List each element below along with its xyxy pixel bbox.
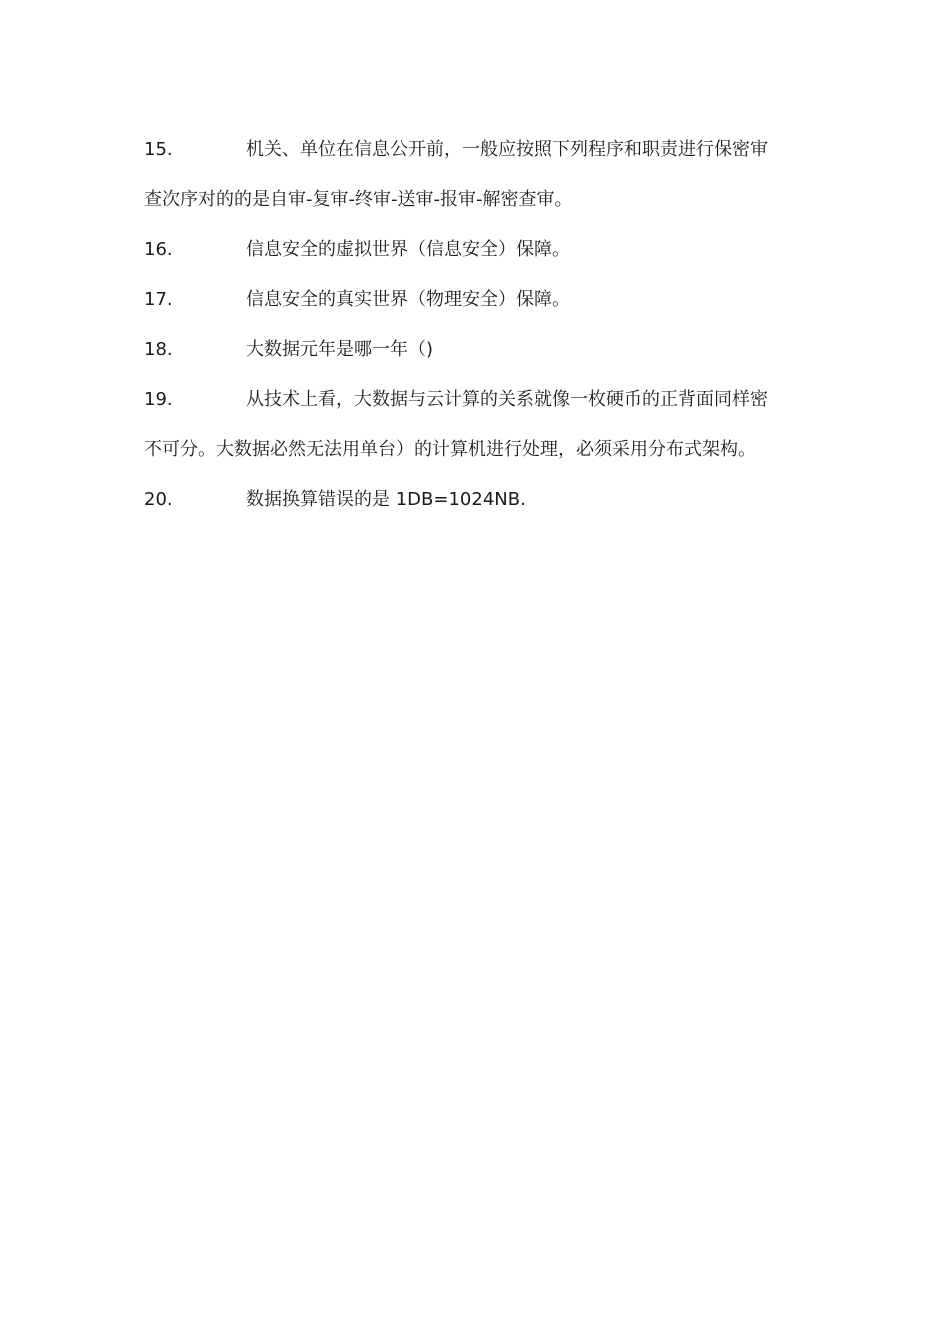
question-text: 机关、单位在信息公开前，一般应按照下列程序和职责进行保密审 <box>246 139 768 160</box>
question-text: 数据换算错误的是 1DB=1024NB. <box>246 489 526 510</box>
question-number: 15. <box>144 139 173 160</box>
question-item-17 <box>144 275 810 325</box>
question-first-line <box>144 275 810 325</box>
question-first-line <box>144 375 810 425</box>
question-item-18 <box>144 325 810 375</box>
question-item-15 <box>144 125 810 225</box>
question-first-line <box>144 225 810 275</box>
question-number: 16. <box>144 239 173 260</box>
question-first-line <box>144 475 810 525</box>
question-first-line <box>144 125 810 175</box>
document-body <box>144 125 810 525</box>
question-first-line <box>144 325 810 375</box>
question-text: 信息安全的虚拟世界（信息安全）保障。 <box>246 239 570 260</box>
question-number: 20. <box>144 489 173 510</box>
question-text-continued: 查次序对的的是自审-复审-终审-送审-报审-解密查审。 <box>144 189 573 210</box>
question-text: 大数据元年是哪一年（) <box>246 339 434 360</box>
question-text-continued: 不可分。大数据必然无法用单台）的计算机进行处理，必须采用分布式架构。 <box>144 439 756 460</box>
question-number: 18. <box>144 339 173 360</box>
question-number: 19. <box>144 389 173 410</box>
question-number: 17. <box>144 289 173 310</box>
question-item-19 <box>144 375 810 475</box>
question-text: 从技术上看，大数据与云计算的关系就像一枚硬币的正背面同样密 <box>246 389 768 410</box>
question-item-16 <box>144 225 810 275</box>
question-text: 信息安全的真实世界（物理安全）保障。 <box>246 289 570 310</box>
question-item-20 <box>144 475 810 525</box>
